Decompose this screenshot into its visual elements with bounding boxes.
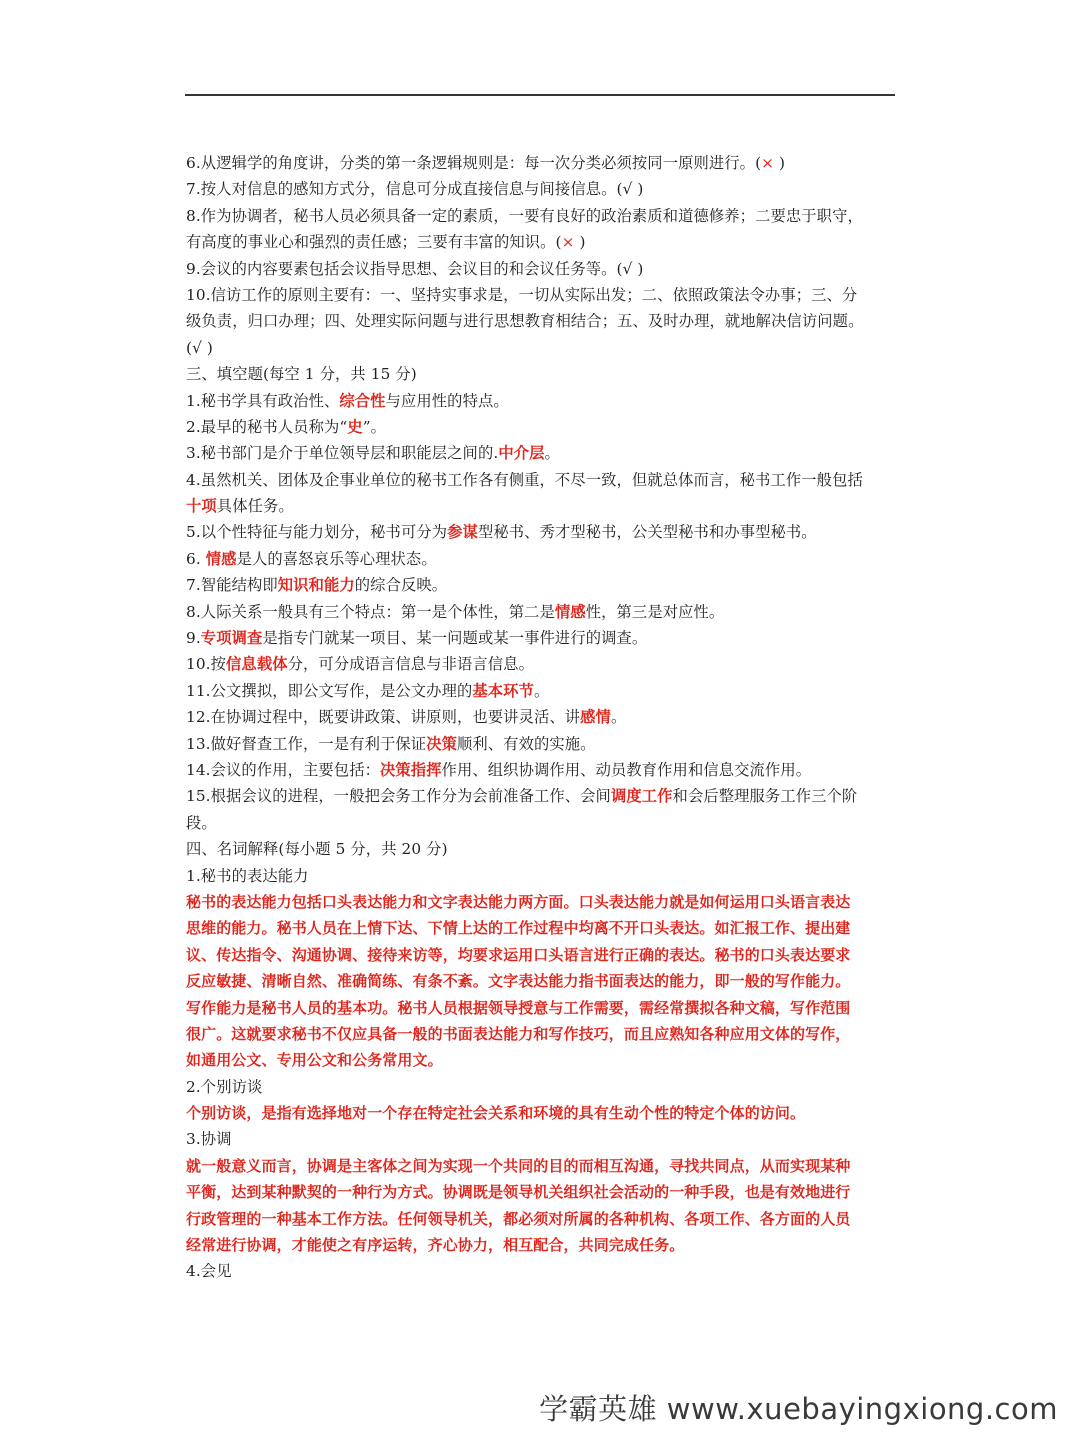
fill-q14-post: 作用、组织协调作用、动员教育作用和信息交流作用。 xyxy=(441,760,812,779)
term1-answer-line: 写作能力是秘书人员的基本功。秘书人员根据领导授意与工作需要，需经常撰拟各种文稿，写作范围 xyxy=(186,998,851,1017)
fill-q13-pre: 13.做好督查工作，一是有利于保证 xyxy=(186,734,427,753)
fill-q9-answer: 专项调查 xyxy=(200,629,263,648)
fill-q3 xyxy=(186,440,896,466)
fill-q11-answer: 基本环节 xyxy=(472,681,534,700)
fill-q4-line1: 4.虽然机关、团体及企事业单位的秘书工作各有侧重，不尽一致，但就总体而言，秘书工作一般包括 xyxy=(186,470,863,489)
fill-q11-pre: 11.公文撰拟，即公文写作，是公文办理的 xyxy=(186,681,473,700)
tf-q6-text: 6.从逻辑学的角度讲，分类的第一条逻辑规则是：每一次分类必须按同一原则进行。( xyxy=(186,154,762,172)
fill-q7 xyxy=(186,572,896,598)
term1-answer-line: 秘书的表达能力包括口头表达能力和文字表达能力两方面。口头表达能力就是如何运用口头语言表达 xyxy=(186,892,851,911)
fill-q12-answer: 感情 xyxy=(580,708,611,727)
tf-q6-close: ) xyxy=(774,154,786,172)
fill-q2-pre: 2.最早的秘书人员称为“ xyxy=(186,417,348,436)
fill-q1-post: 与应用性的特点。 xyxy=(385,391,509,410)
fill-q7-post: 的综合反映。 xyxy=(354,576,448,595)
fill-q3-post: 。 xyxy=(544,444,560,463)
fill-q9 xyxy=(186,625,896,651)
fill-q5-pre: 5.以个性特征与能力划分，秘书可分为 xyxy=(186,523,448,542)
fill-q2 xyxy=(186,414,896,440)
fill-q7-answer: 知识和能力 xyxy=(277,576,355,595)
fill-q10-answer: 信息载体 xyxy=(226,655,288,674)
tf-q10-line1: 10.信访工作的原则主要有：一、坚持实事求是，一切从实际出发；二、依照政策法令办事；三、分 xyxy=(186,285,858,304)
term2-answer-line: 个别访谈，是指有选择地对一个存在特定社会关系和环境的具有生动个性的特定个体的访问。 xyxy=(186,1104,806,1123)
terms-heading: 四、名词解释(每小题 5 分，共 20 分) xyxy=(186,840,448,859)
tf-q8-line2 xyxy=(186,229,896,255)
term2-title: 2.个别访谈 xyxy=(186,1077,263,1096)
tf-q10-line2: 级负责，归口办理；四、处理实际问题与进行思想教育相结合；五、及时办理，就地解决信访问题。 xyxy=(186,312,864,331)
fill-q12-pre: 12.在协调过程中，既要讲政策、讲原则，也要讲灵活、讲 xyxy=(186,708,581,727)
term1-title: 1.秘书的表达能力 xyxy=(186,866,309,885)
fill-q10-post: 分，可分成语言信息与非语言信息。 xyxy=(287,655,534,674)
term1-answer-line: 反应敏捷、清晰自然、准确简练、有条不紊。文字表达能力指书面表达的能力，即一般的写作能力。 xyxy=(186,972,851,991)
fill-q14 xyxy=(186,757,896,783)
fill-q12 xyxy=(186,704,896,730)
tf-q8-close: ) xyxy=(574,233,586,252)
term3-title: 3.协调 xyxy=(186,1130,232,1149)
fill-q6-pre: 6. xyxy=(186,549,206,568)
fill-q10 xyxy=(186,651,896,677)
fill-q8-answer: 情感 xyxy=(554,602,586,621)
fill-q13 xyxy=(186,731,896,757)
fill-q8-pre: 8.人际关系一般具有三个特点：第一是个体性，第二是 xyxy=(186,602,555,621)
site-watermark: 学霸英雄 www.xuebayingxiong.com xyxy=(539,1392,1058,1426)
fill-q4-line2 xyxy=(186,493,896,519)
fill-q12-post: 。 xyxy=(610,708,627,727)
fill-q1 xyxy=(186,388,896,414)
header-rule xyxy=(185,94,895,96)
fill-q13-answer: 决策 xyxy=(426,734,457,753)
term1-answer-line: 很广。这就要求秘书不仅应具备一般的书面表达能力和写作技巧，而且应熟知各种应用文体的写作， xyxy=(186,1024,851,1043)
fill-q15-answer: 调度工作 xyxy=(610,787,673,806)
wrong-mark: × xyxy=(561,233,575,252)
fill-q9-pre: 9. xyxy=(186,629,201,648)
tf-q7: 7.按人对信息的感知方式分，信息可分成直接信息与间接信息。(√ ) xyxy=(186,180,644,199)
fill-q3-pre: 3.秘书部门是介于单位领导层和职能层之间的. xyxy=(186,444,499,463)
term3-answer-line: 就一般意义而言，协调是主客体之间为实现一个共同的目的而相互沟通，寻找共同点，从而实现某种 xyxy=(186,1156,851,1175)
fill-q9-post: 是指专门就某一项目、某一问题或某一事件进行的调查。 xyxy=(262,629,648,648)
term3-answer-line: 平衡，达到某种默契的一种行为方式。协调既是领导机关组织社会活动的一种手段，也是有效地进行 xyxy=(186,1183,851,1202)
tf-q6 xyxy=(186,150,896,176)
fill-q15-line2: 段。 xyxy=(186,813,217,832)
fill-q5 xyxy=(186,519,896,545)
fill-q7-pre: 7.智能结构即 xyxy=(186,576,278,595)
tf-q8-line1: 8.作为协调者，秘书人员必须具备一定的素质，一要有良好的政治素质和道德修养；二要忠于职守， xyxy=(186,206,863,225)
tf-q10-line3: (√ ) xyxy=(186,338,213,357)
tf-q8-text: 有高度的事业心和强烈的责任感；三要有丰富的知识。( xyxy=(186,233,562,252)
fill-q6-post: 是人的喜怒哀乐等心理状态。 xyxy=(236,549,437,568)
fill-q5-answer: 参谋 xyxy=(447,523,478,542)
fill-q2-post: ”。 xyxy=(362,417,387,436)
fill-q15-pre: 15.根据会议的进程，一般把会务工作分为会前准备工作、会间 xyxy=(186,787,611,806)
fill-q8 xyxy=(186,599,896,625)
fill-q4-post: 具体任务。 xyxy=(216,497,294,516)
fill-q3-answer: 中介层 xyxy=(498,444,545,463)
fill-q8-post: 性，第三是对应性。 xyxy=(585,602,725,621)
fill-q15-post: 和会后整理服务工作三个阶 xyxy=(672,787,858,806)
fill-q11 xyxy=(186,678,896,704)
fill-q1-pre: 1.秘书学具有政治性、 xyxy=(186,391,340,410)
fill-q5-post: 型秘书、秀才型秘书，公关型秘书和办事型秘书。 xyxy=(477,523,817,542)
term1-answer-line: 思维的能力。秘书人员在上情下达、下情上达的工作过程中均离不开口头表达。如汇报工作、提出建 xyxy=(186,919,851,938)
document-body xyxy=(186,150,896,1285)
wrong-mark: × xyxy=(761,154,775,172)
fill-q13-post: 顺利、有效的实施。 xyxy=(456,734,596,753)
fill-q6-answer: 情感 xyxy=(205,549,237,568)
term3-answer-line: 经常进行协调，才能使之有序运转，齐心协力，相互配合，共同完成任务。 xyxy=(186,1236,685,1255)
fill-q14-pre: 14.会议的作用，主要包括： xyxy=(186,760,380,779)
fill-q11-post: 。 xyxy=(533,681,550,700)
fill-q1-answer: 综合性 xyxy=(339,391,386,410)
fill-q14-answer: 决策指挥 xyxy=(380,760,442,779)
fill-q15-line1 xyxy=(186,783,896,809)
term1-answer-line: 议、传达指令、沟通协调、接待来访等，均要求运用口头语言进行正确的表达。秘书的口头表达要求 xyxy=(186,945,851,964)
term1-answer-line: 如通用公文、专用公文和公务常用文。 xyxy=(186,1051,443,1070)
fill-q2-answer: 史 xyxy=(347,417,363,436)
fill-heading: 三、填空题(每空 1 分，共 15 分) xyxy=(186,365,417,384)
tf-q9: 9.会议的内容要素包括会议指导思想、会议目的和会议任务等。(√ ) xyxy=(186,259,644,278)
fill-q4-answer: 十项 xyxy=(186,497,217,516)
fill-q6 xyxy=(186,546,896,572)
term3-answer-line: 行政管理的一种基本工作方法。任何领导机关，都必须对所属的各种机构、各项工作、各方面的人员 xyxy=(186,1209,851,1228)
term4-title: 4.会见 xyxy=(186,1262,232,1281)
fill-q10-pre: 10.按 xyxy=(186,655,227,674)
